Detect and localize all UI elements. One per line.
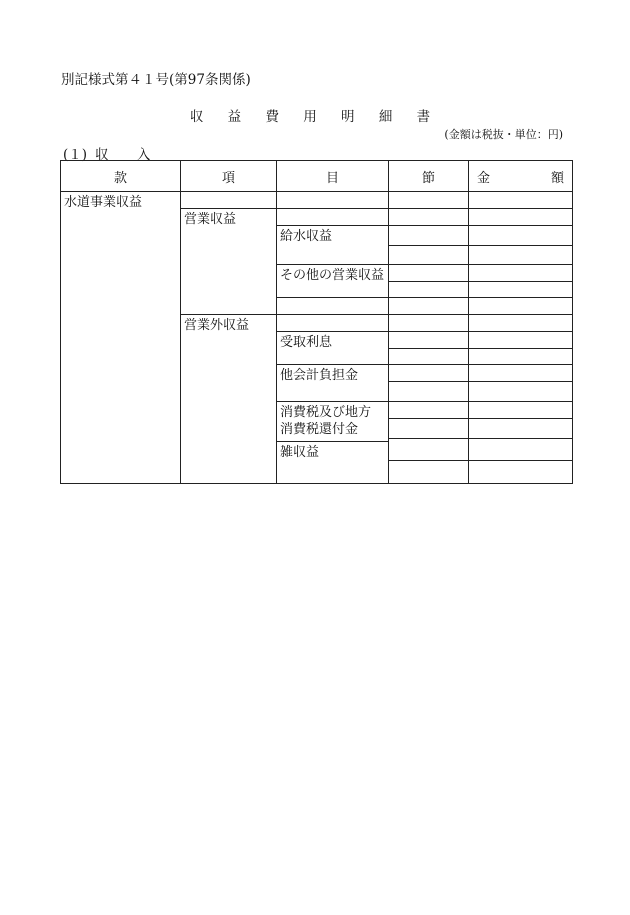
moku-other-operating-label: その他の営業収益: [280, 268, 385, 283]
header-kan: 款: [61, 161, 181, 192]
setsu-cell: [389, 382, 469, 402]
kou-non-operating-label: 営業外収益: [184, 318, 250, 333]
amount-cell: [469, 226, 573, 246]
setsu-cell: [389, 315, 469, 332]
amount-cell: [469, 419, 573, 439]
moku-cell: [277, 332, 389, 365]
moku-interest-label: 受取利息: [280, 335, 333, 350]
amount-cell: [469, 265, 573, 282]
kan-cell: [61, 192, 181, 484]
kou-cell: [181, 209, 277, 315]
revenue-detail-table: [60, 160, 573, 484]
amount-cell: [469, 442, 573, 461]
amount-cell: [469, 349, 573, 365]
moku-cell: [277, 402, 389, 442]
amount-cell: [469, 315, 573, 332]
header-kou: 項: [181, 161, 277, 192]
setsu-cell: [389, 442, 469, 461]
setsu-cell: [389, 265, 469, 282]
moku-cell-empty: [277, 192, 389, 209]
moku-cell: [277, 365, 389, 402]
moku-water-supply-label: 給水収益: [280, 229, 333, 244]
setsu-cell: [389, 192, 469, 209]
header-kingaku: [469, 161, 573, 192]
setsu-cell: [389, 402, 469, 419]
amount-cell: [469, 402, 573, 419]
moku-tax-refund-line1: 消費税及び地方: [280, 405, 372, 420]
header-kingaku-left: 金: [477, 170, 491, 186]
table-row: [61, 192, 573, 209]
moku-cell-empty: [277, 298, 389, 315]
kou-cell-empty: [181, 192, 277, 209]
amount-cell: [469, 192, 573, 209]
amount-cell: [469, 209, 573, 226]
kou-operating-label: 営業収益: [184, 212, 237, 227]
section-name: 収 入: [95, 147, 163, 163]
amount-cell: [469, 282, 573, 298]
amount-cell: [469, 461, 573, 484]
header-moku: 目: [277, 161, 389, 192]
setsu-cell: [389, 246, 469, 265]
table-header-row: [61, 161, 573, 192]
setsu-cell: [389, 349, 469, 365]
header-kingaku-right: 額: [550, 170, 564, 186]
document-title: 収 益 費 用 明 細 書: [189, 109, 441, 125]
moku-cell-empty: [277, 315, 389, 332]
setsu-cell: [389, 298, 469, 315]
kou-cell: [181, 315, 277, 484]
moku-misc-label: 雑収益: [280, 445, 320, 460]
kan-label: 水道事業収益: [64, 195, 143, 210]
form-label: 別記様式第４１号(第97条関係): [61, 72, 251, 88]
setsu-cell: [389, 461, 469, 484]
amount-cell: [469, 365, 573, 382]
setsu-cell: [389, 282, 469, 298]
moku-other-account-label: 他会計負担金: [280, 368, 359, 383]
moku-cell: [277, 226, 389, 265]
setsu-cell: [389, 419, 469, 439]
moku-cell: [277, 265, 389, 298]
section-number: (１): [63, 147, 88, 163]
moku-cell-empty: [277, 209, 389, 226]
setsu-cell: [389, 332, 469, 349]
moku-cell: [277, 442, 389, 484]
setsu-cell: [389, 209, 469, 226]
header-setsu: 節: [389, 161, 469, 192]
moku-tax-refund-line2: 消費税還付金: [280, 422, 359, 437]
amount-cell: [469, 246, 573, 265]
amount-cell: [469, 298, 573, 315]
amount-cell: [469, 332, 573, 349]
amount-cell: [469, 382, 573, 402]
setsu-cell: [389, 365, 469, 382]
amount-note: (金額は税抜・単位：円): [444, 128, 563, 141]
setsu-cell: [389, 226, 469, 246]
